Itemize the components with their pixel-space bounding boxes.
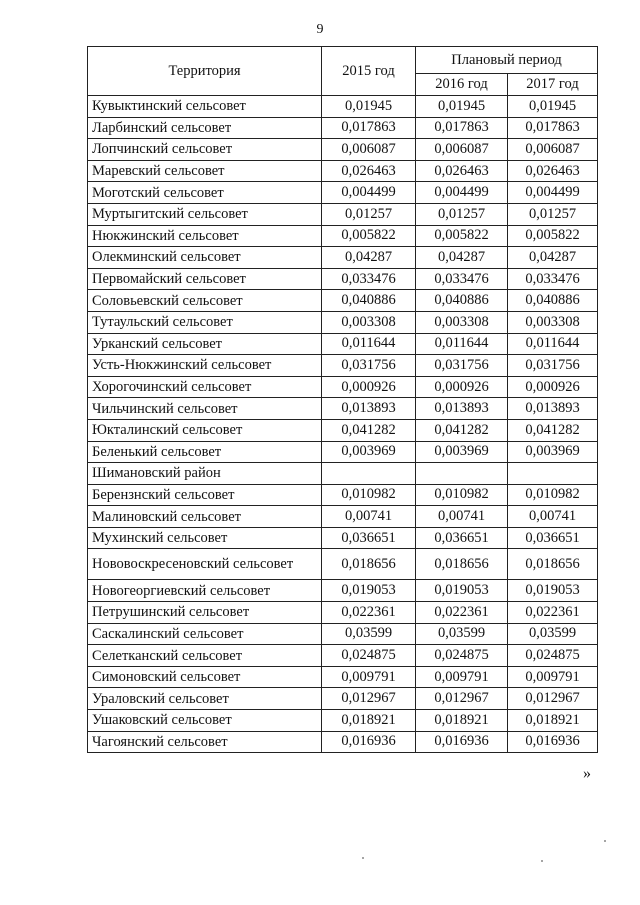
value-2016-cell: 0,026463 [416,160,508,182]
value-2017-cell: 0,01257 [508,203,598,225]
territory-name-cell: Лопчинский сельсовет [88,139,322,161]
value-2015-cell: 0,017863 [322,117,416,139]
value-2015-cell: 0,012967 [322,688,416,710]
territory-name-cell: Петрушинский сельсовет [88,602,322,624]
value-2016-cell: 0,012967 [416,688,508,710]
value-2015-cell: 0,005822 [322,225,416,247]
value-2016-cell: 0,005822 [416,225,508,247]
territory-name-cell: Мухинский сельсовет [88,527,322,549]
value-2015-cell: 0,01257 [322,203,416,225]
table-row [88,580,598,602]
value-2016-cell: 0,000926 [416,376,508,398]
value-2015-cell: 0,041282 [322,419,416,441]
table-row [88,688,598,710]
table-row [88,419,598,441]
value-2017-cell: 0,017863 [508,117,598,139]
value-2015-cell: 0,004499 [322,182,416,204]
table-row [88,268,598,290]
table-row [88,355,598,377]
value-2016-cell: 0,009791 [416,666,508,688]
empty-cell [508,463,598,485]
value-2016-cell: 0,04287 [416,247,508,269]
territory-name-cell: Муртыгитский сельсовет [88,203,322,225]
value-2016-cell: 0,004499 [416,182,508,204]
table-row [88,645,598,667]
value-2015-cell: 0,040886 [322,290,416,312]
value-2015-cell: 0,018656 [322,549,416,580]
table-row [88,225,598,247]
value-2017-cell: 0,022361 [508,602,598,624]
table-row [88,398,598,420]
table-row [88,333,598,355]
value-2017-cell: 0,00741 [508,506,598,528]
value-2016-cell: 0,01257 [416,203,508,225]
territory-name-cell: Моготский сельсовет [88,182,322,204]
territory-name-cell: Малиновский сельсовет [88,506,322,528]
value-2017-cell: 0,013893 [508,398,598,420]
value-2016-cell: 0,033476 [416,268,508,290]
value-2016-cell: 0,003308 [416,311,508,333]
table-row [88,506,598,528]
value-2015-cell: 0,003308 [322,311,416,333]
table-row [88,527,598,549]
value-2017-cell: 0,040886 [508,290,598,312]
value-2017-cell: 0,024875 [508,645,598,667]
value-2015-cell: 0,016936 [322,731,416,753]
value-2015-cell: 0,000926 [322,376,416,398]
territory-name-cell: Тутаульский сельсовет [88,311,322,333]
territory-name-cell: Нововоскресеновский сельсовет [88,549,322,580]
empty-cell [416,463,508,485]
scan-speck [541,860,543,862]
table-row [88,139,598,161]
value-2015-cell: 0,01945 [322,96,416,118]
table-row [88,602,598,624]
value-2015-cell: 0,04287 [322,247,416,269]
territory-name-cell: Олекминский сельсовет [88,247,322,269]
table-row [88,117,598,139]
value-2016-cell: 0,036651 [416,527,508,549]
value-2017-cell: 0,011644 [508,333,598,355]
value-2016-cell: 0,003969 [416,441,508,463]
value-2016-cell: 0,024875 [416,645,508,667]
value-2015-cell: 0,024875 [322,645,416,667]
value-2016-cell: 0,00741 [416,506,508,528]
value-2017-cell: 0,031756 [508,355,598,377]
table-row [88,247,598,269]
value-2017-cell: 0,012967 [508,688,598,710]
value-2015-cell: 0,011644 [322,333,416,355]
value-2016-cell: 0,03599 [416,623,508,645]
value-2017-cell: 0,026463 [508,160,598,182]
value-2017-cell: 0,036651 [508,527,598,549]
value-2015-cell: 0,013893 [322,398,416,420]
value-2017-cell: 0,010982 [508,484,598,506]
territory-name-cell: Саскалинский сельсовет [88,623,322,645]
value-2017-cell: 0,018921 [508,710,598,732]
value-2017-cell: 0,016936 [508,731,598,753]
value-2016-cell: 0,031756 [416,355,508,377]
table-body [88,96,598,753]
value-2016-cell: 0,010982 [416,484,508,506]
territory-name-cell: Беленький сельсовет [88,441,322,463]
territory-name-cell: Хорогочинский сельсовет [88,376,322,398]
empty-cell [322,463,416,485]
header-year-2016: 2016 год [416,74,508,96]
value-2016-cell: 0,011644 [416,333,508,355]
table-row [88,311,598,333]
value-2015-cell: 0,033476 [322,268,416,290]
territory-name-cell: Ураловский сельсовет [88,688,322,710]
value-2015-cell: 0,03599 [322,623,416,645]
scan-speck [362,857,364,859]
value-2017-cell: 0,006087 [508,139,598,161]
value-2015-cell: 0,00741 [322,506,416,528]
territory-name-cell: Чагоянский сельсовет [88,731,322,753]
value-2016-cell: 0,017863 [416,117,508,139]
territory-name-cell: Селетканский сельсовет [88,645,322,667]
closing-quote-mark: » [583,765,591,782]
value-2017-cell: 0,018656 [508,549,598,580]
value-2016-cell: 0,019053 [416,580,508,602]
value-2016-cell: 0,016936 [416,731,508,753]
section-row [88,463,598,485]
value-2016-cell: 0,018921 [416,710,508,732]
territory-name-cell: Кувыктинский сельсовет [88,96,322,118]
table-row [88,182,598,204]
table-row [88,376,598,398]
value-2015-cell: 0,026463 [322,160,416,182]
territory-name-cell: Ушаковский сельсовет [88,710,322,732]
value-2017-cell: 0,004499 [508,182,598,204]
value-2017-cell: 0,041282 [508,419,598,441]
table-row [88,731,598,753]
value-2016-cell: 0,01945 [416,96,508,118]
value-2016-cell: 0,022361 [416,602,508,624]
value-2017-cell: 0,04287 [508,247,598,269]
value-2016-cell: 0,041282 [416,419,508,441]
value-2017-cell: 0,01945 [508,96,598,118]
header-planned-period: Плановый период [416,47,598,74]
value-2017-cell: 0,009791 [508,666,598,688]
value-2015-cell: 0,022361 [322,602,416,624]
territory-name-cell: Берензнский сельсовет [88,484,322,506]
value-2016-cell: 0,013893 [416,398,508,420]
section-title: Шимановский район [88,463,322,485]
value-2015-cell: 0,018921 [322,710,416,732]
value-2017-cell: 0,005822 [508,225,598,247]
value-2016-cell: 0,018656 [416,549,508,580]
territory-name-cell: Нюкжинский сельсовет [88,225,322,247]
territory-table [87,46,598,753]
header-territory: Территория [88,47,322,96]
value-2015-cell: 0,006087 [322,139,416,161]
value-2015-cell: 0,010982 [322,484,416,506]
territory-name-cell: Ларбинский сельсовет [88,117,322,139]
value-2015-cell: 0,009791 [322,666,416,688]
value-2017-cell: 0,000926 [508,376,598,398]
territory-name-cell: Новогеоргиевский сельсовет [88,580,322,602]
table-row [88,484,598,506]
territory-name-cell: Симоновский сельсовет [88,666,322,688]
value-2016-cell: 0,006087 [416,139,508,161]
table-row [88,666,598,688]
header-year-2017: 2017 год [508,74,598,96]
table-row [88,441,598,463]
table-row [88,96,598,118]
value-2017-cell: 0,019053 [508,580,598,602]
table-row [88,623,598,645]
territory-name-cell: Юкталинский сельсовет [88,419,322,441]
table-row [88,203,598,225]
territory-name-cell: Маревский сельсовет [88,160,322,182]
territory-name-cell: Усть-Нюкжинский сельсовет [88,355,322,377]
value-2017-cell: 0,003308 [508,311,598,333]
header-year-2015: 2015 год [322,47,416,96]
value-2015-cell: 0,019053 [322,580,416,602]
page-number: 9 [316,22,324,37]
table-row [88,290,598,312]
territory-name-cell: Чильчинский сельсовет [88,398,322,420]
territory-name-cell: Урканский сельсовет [88,333,322,355]
territory-name-cell: Первомайский сельсовет [88,268,322,290]
value-2015-cell: 0,031756 [322,355,416,377]
value-2015-cell: 0,003969 [322,441,416,463]
value-2017-cell: 0,003969 [508,441,598,463]
table-row [88,710,598,732]
scan-speck [604,840,606,842]
table-row [88,549,598,580]
value-2015-cell: 0,036651 [322,527,416,549]
value-2016-cell: 0,040886 [416,290,508,312]
value-2017-cell: 0,03599 [508,623,598,645]
value-2017-cell: 0,033476 [508,268,598,290]
territory-name-cell: Соловьевский сельсовет [88,290,322,312]
table-row [88,160,598,182]
